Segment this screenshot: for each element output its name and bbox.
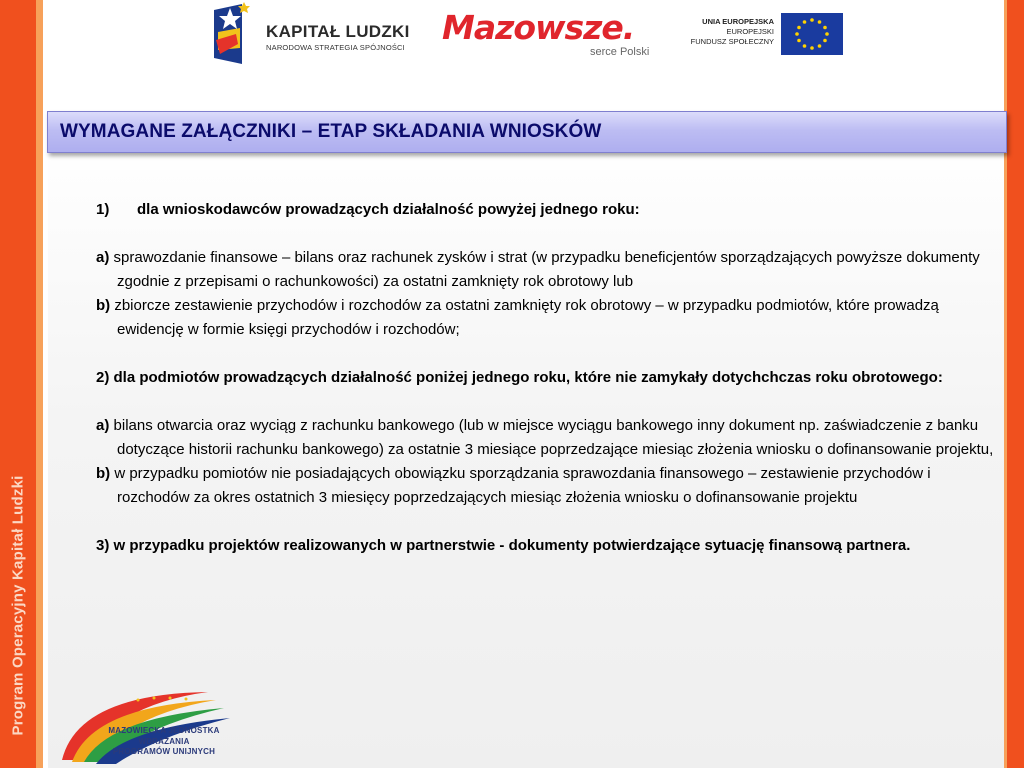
side-program-label-wrap	[0, 460, 36, 750]
kapital-ludzki-subtitle: NARODOWA STRATEGIA SPÓJNOŚCI	[266, 43, 405, 52]
mazowsze-wordmark: Mazowsze.	[442, 8, 635, 47]
section-2-item-b-text: w przypadku pomiotów nie posiadających obowiązku sporządzania sprawozdania finansowego – zestawienie przychodów i rozchodów za okres ostatnich 3 miesięcy poprzedzających miesiąc złożenia wniosku o dofinansowanie projektu	[114, 465, 931, 506]
eu-line-3: FUNDUSZ SPOŁECZNY	[690, 37, 774, 46]
section-1-item-b	[96, 294, 996, 342]
left-orange-band	[0, 0, 48, 768]
mjwpu-line-3: PROGRAMÓW UNIJNYCH	[112, 747, 216, 756]
eu-line-2: EUROPEJSKI	[726, 27, 774, 36]
section-2-item-a	[96, 414, 996, 462]
mjwpu-logo	[58, 674, 240, 766]
eu-text	[688, 17, 774, 47]
section-3-heading: 3) w przypadku projektów realizowanych w partnerstwie - dokumenty potwierdzające sytuację finansową partnera.	[96, 537, 911, 554]
mazowsze-subtitle: serce Polski	[590, 46, 650, 58]
section-2-heading: 2) dla podmiotów prowadzących działalność poniżej jednego roku, które nie zamykały dotychchczas roku obrotowego:	[96, 369, 943, 386]
section-1-item-a-marker: a)	[96, 249, 110, 266]
mjwpu-text	[94, 726, 234, 758]
section-1-item-b-marker: b)	[96, 297, 111, 314]
section-1-heading	[96, 198, 996, 222]
section-1-number: 1)	[96, 201, 110, 218]
mjwpu-line-2: WDRAŻANIA	[138, 736, 190, 746]
section-2-item-a-marker: a)	[96, 417, 110, 434]
title-bar	[47, 111, 1007, 153]
eu-flag-icon	[781, 13, 843, 55]
section-1-item-b-text: zbiorcze zestawienie przychodów i rozchodów za ostatni zamknięty rok obrotowy – w przypadku podmiotów, które prowadzą ewidencję w formie księgi przychodów i rozchodów;	[114, 297, 939, 338]
kapital-ludzki-title: KAPITAŁ LUDZKI	[266, 22, 410, 41]
mjwpu-line-1: MAZOWIECKA JEDNOSTKA	[108, 726, 220, 735]
section-1-heading-text: dla wnioskodawców prowadzących działalność powyżej jednego roku:	[137, 201, 640, 218]
section-2-item-b	[96, 462, 996, 510]
section-2-item-b-marker: b)	[96, 465, 111, 482]
right-orange-band	[1007, 0, 1024, 768]
page-title: WYMAGANE ZAŁĄCZNIKI – ETAP SKŁADANIA WNIOSKÓW	[60, 121, 602, 142]
section-1-item-a-text: sprawozdanie finansowe – bilans oraz rachunek zysków i strat (w przypadku beneficjentów sporządzających powyższe dokumenty zgodnie z przepisami o rachunkowości) za ostatni zamknięty rok obrotowy lub	[113, 249, 980, 290]
eu-line-1: UNIA EUROPEJSKA	[702, 17, 774, 26]
requirements-content	[96, 198, 996, 558]
section-2-item-a-text: bilans otwarcia oraz wyciąg z rachunku bankowego (lub w miejsce wyciągu bankowego inny dokument np. zaświadczenie z banku dotyczące historii rachunku bankowego) za ostatnie 3 miesiące poprzedzające miesiąc złożenia wniosku o dofinansowanie projektu,	[113, 417, 994, 458]
mazowsze-logo	[442, 8, 662, 63]
kapital-ludzki-star-logo-icon	[210, 0, 254, 68]
eu-logo	[688, 12, 848, 58]
section-1-item-a	[96, 246, 996, 294]
kapital-ludzki-logo	[210, 0, 430, 68]
side-program-label: Program Operacyjny Kapitał Ludzki	[9, 474, 27, 736]
